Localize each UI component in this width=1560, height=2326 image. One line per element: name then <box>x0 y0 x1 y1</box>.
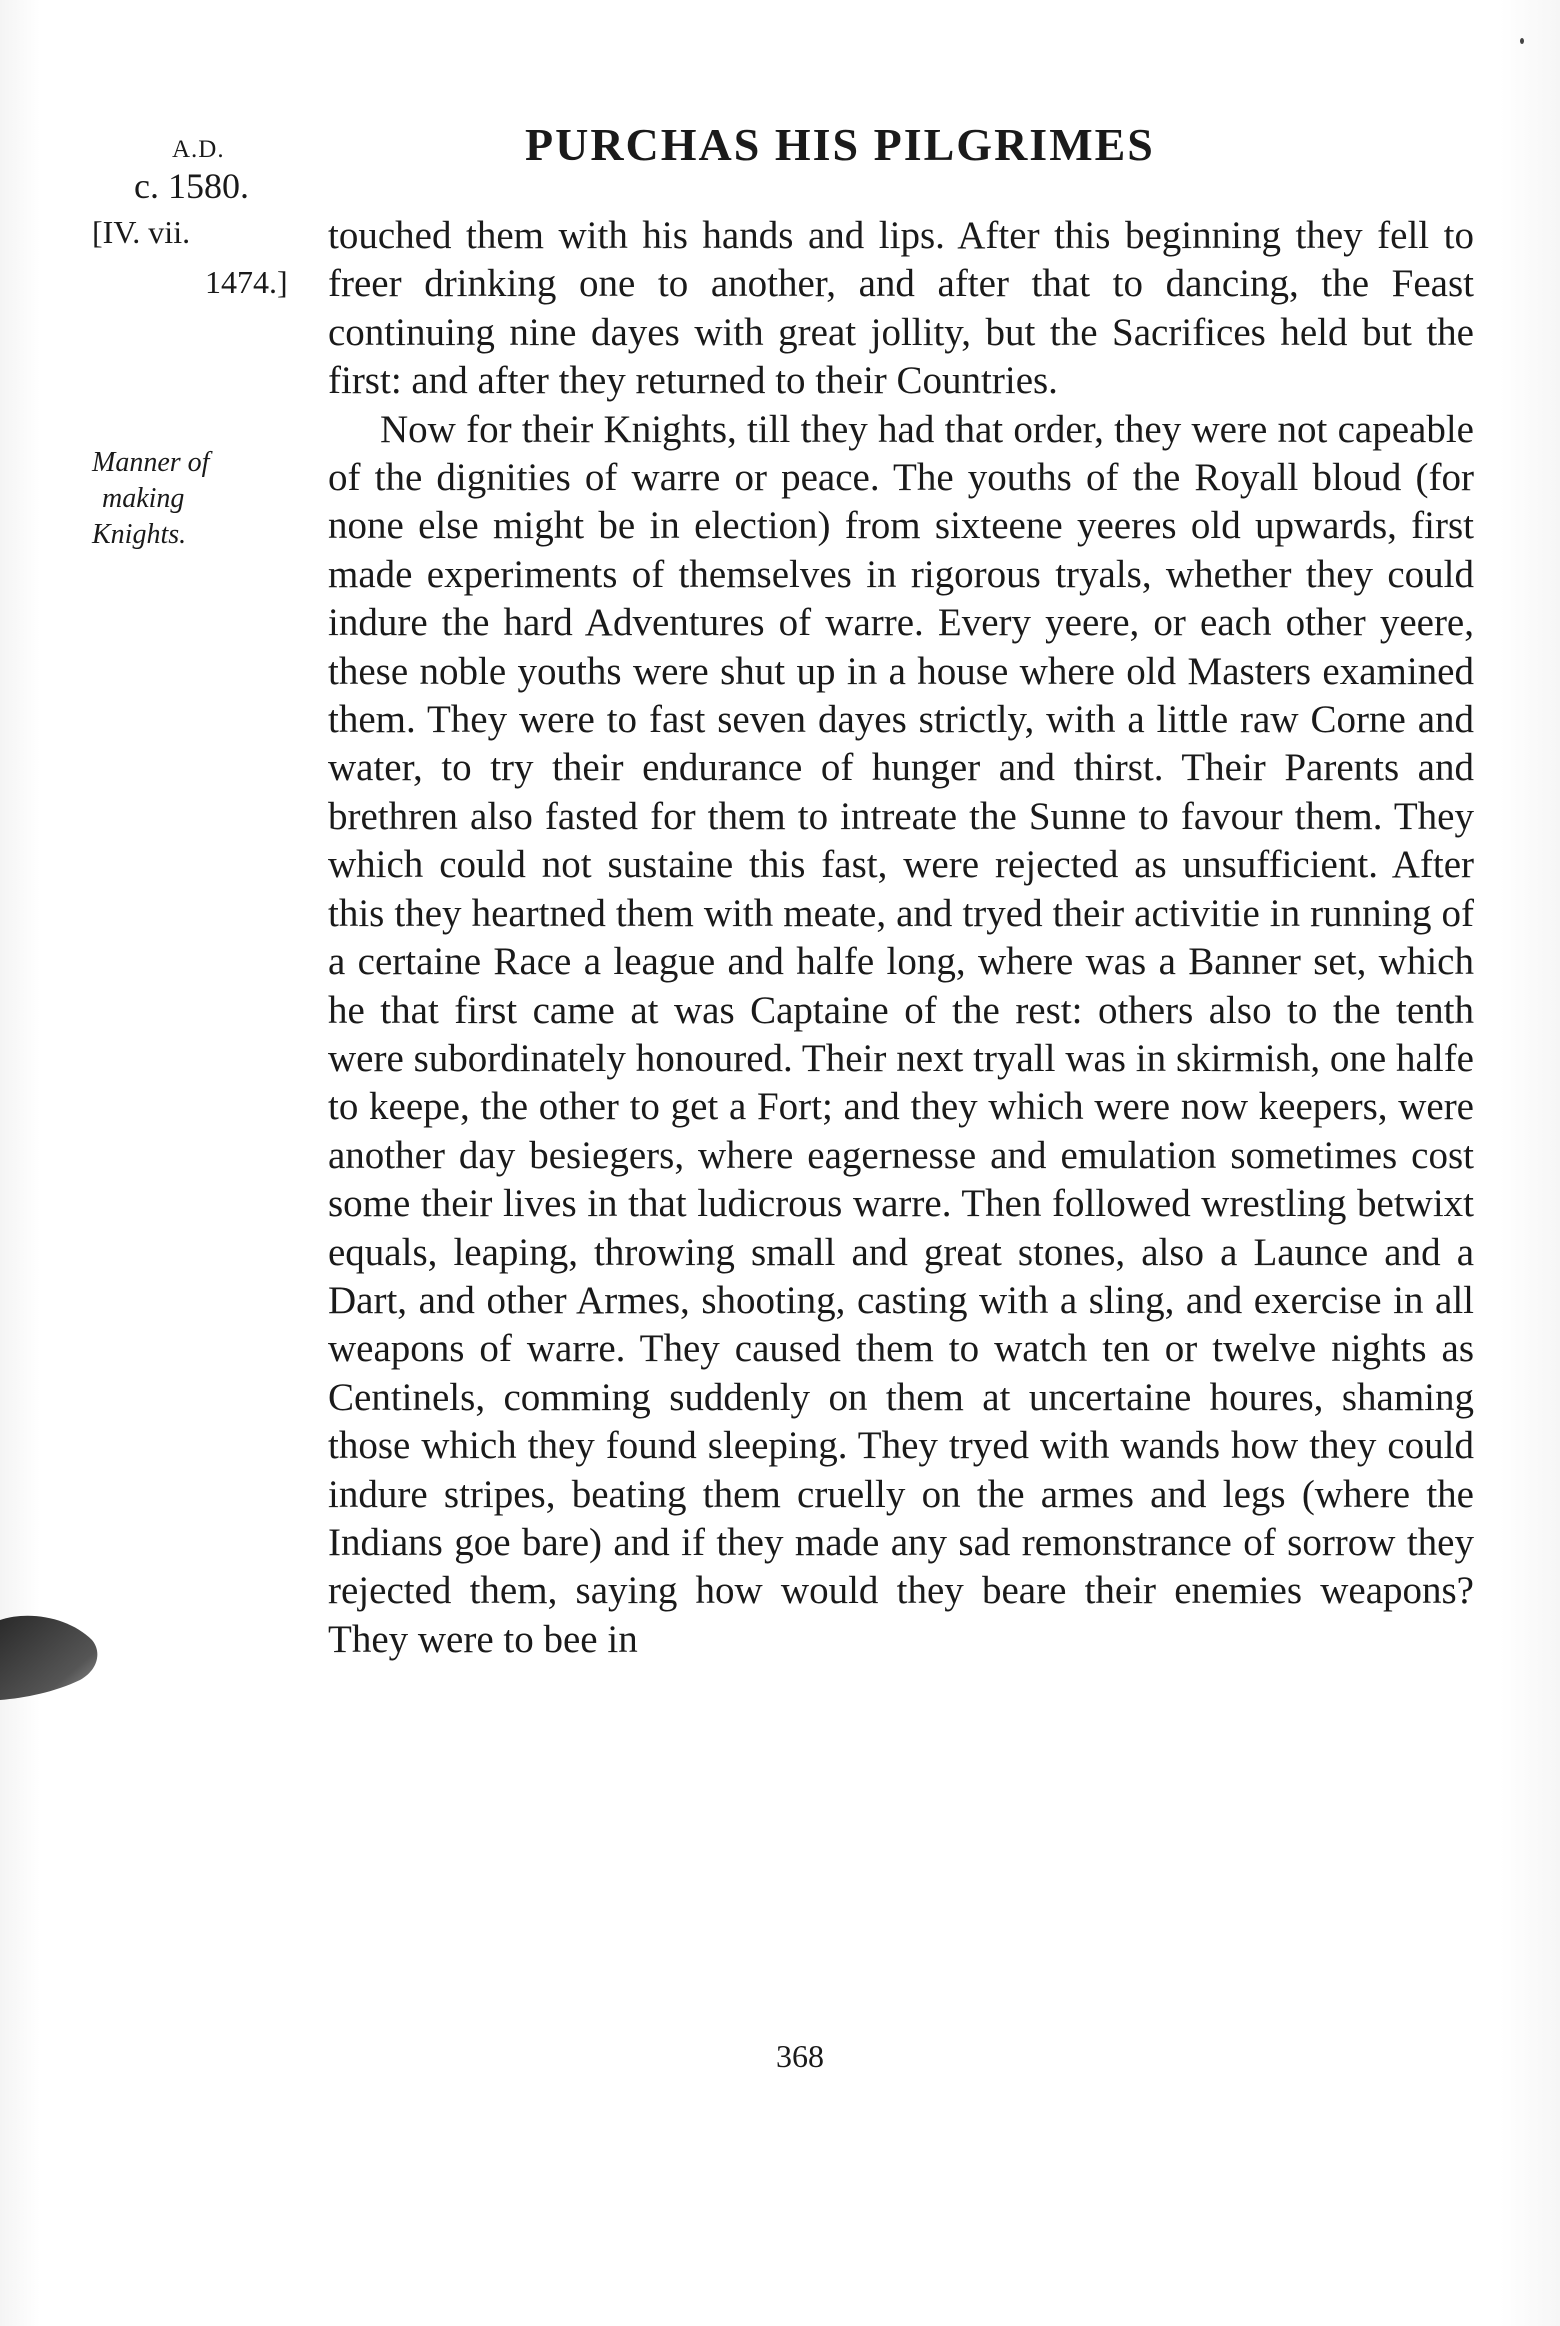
margin-note-line: Knights. <box>92 519 187 550</box>
margin-note-line: making <box>102 483 185 514</box>
thumb-shadow-icon <box>0 1600 100 1720</box>
margin-year: c. 1580. <box>134 166 249 206</box>
margin-volume-reference: [IV. vii. <box>92 214 191 250</box>
running-title: PURCHAS HIS PILGRIMES <box>525 119 1155 170</box>
paper-speck <box>1520 38 1524 44</box>
margin-note-line: Manner of <box>92 447 210 478</box>
page-number: 368 <box>776 2038 824 2074</box>
margin-page-reference: 1474.] <box>205 264 288 300</box>
anno-domini-label: A.D. <box>172 136 225 163</box>
margin-note <box>92 445 272 553</box>
paragraph: Now for their Knights, till they had that order, they were not capeable of the dignities of warre or peace. The youths of the Royall bloud (for none else might be in election) from sixteene yeeres old upwards, first made experiments of themselves in rigorous tryals, whether they could indure the hard Adventures of warre. Every yeere, or each other yeere, these noble youths were shut up in a house where old Masters examined them. They were to fast seven dayes strictly, with a little raw Corne and water, to try their endurance of hunger and thirst. Their Parents and brethren also fasted for them to intreate the Sunne to favour them. They which could not sustaine this fast, were rejected as unsufficient. After this they heartned them with meate, and tryed their activitie in running of a certaine Race a league and halfe long, where was a Banner set, which he that first came at was Captaine of the rest: others also to the tenth were subordinately honoured. Their next tryall was in skirmish, one halfe to keepe, the other to get a Fort; and they which were now keepers, were another day besiegers, where eagernesse and emulation sometimes cost some their lives in that ludicrous warre. Then followed wrestling betwixt equals, leaping, throwing small and great stones, also a Launce and a Dart, and other Armes, shooting, casting with a sling, and exercise in all weapons of warre. They caused them to watch ten or twelve nights as Centinels, comming suddenly on them at uncertaine houres, shaming those which they found sleeping. They tryed with wands how they could indure stripes, beating them cruelly on the armes and legs (where the Indians goe bare) and if they made any sad remonstrance of sorrow they rejected them, saying how would they beare their enemies weapons? They were to bee in <box>328 407 1474 1661</box>
body-text <box>328 212 1474 1664</box>
paragraph: touched them with his hands and lips. After this beginning they fell to freer drinking one to another, and after that to dancing, the Feast continuing nine dayes with great jollity, but the Sacrifices held but the first: and after they returned to their Countries. <box>328 214 1474 403</box>
